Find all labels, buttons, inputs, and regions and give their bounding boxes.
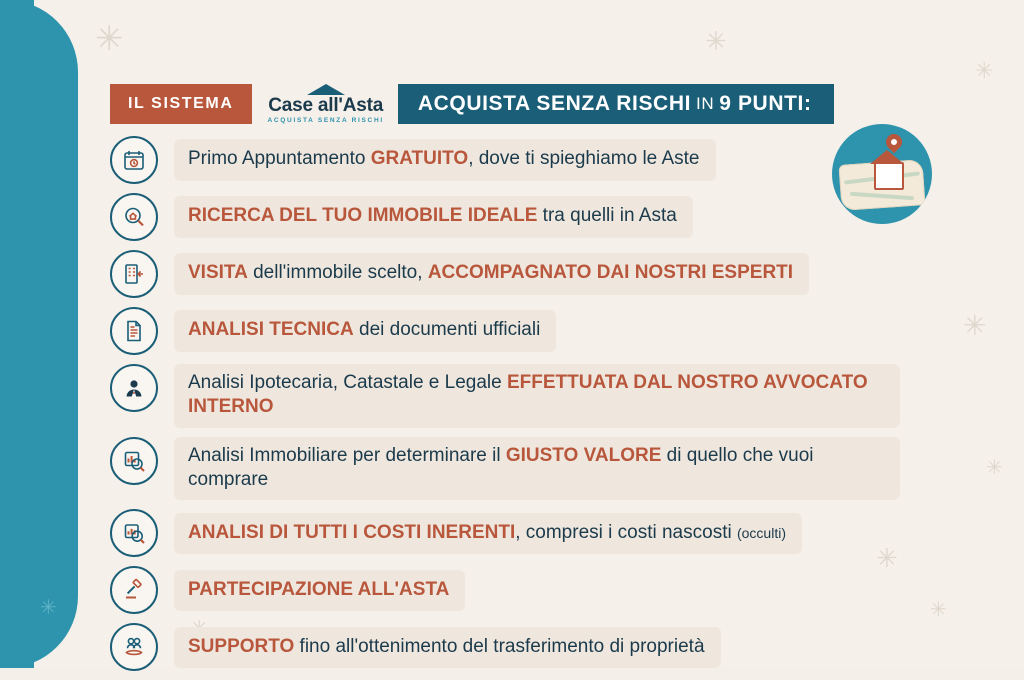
- list-item[interactable]: [110, 437, 900, 501]
- header-title-count: 9 PUNTI:: [719, 92, 812, 115]
- text-highlight: GRATUITO: [370, 148, 469, 170]
- sparkle-icon: ✳: [876, 543, 898, 573]
- magnifier-house-icon: [110, 193, 158, 241]
- text-segment: Primo Appuntamento: [188, 148, 371, 170]
- chart-magnifier-icon: [110, 437, 158, 485]
- sparkle-icon: ✳: [40, 597, 57, 619]
- list-item[interactable]: [110, 364, 900, 428]
- list-item[interactable]: [110, 136, 900, 184]
- header-title: [398, 84, 834, 124]
- list-item-text: [174, 253, 809, 294]
- list-item[interactable]: [110, 623, 900, 671]
- sparkle-icon: ✳: [95, 20, 124, 58]
- points-list: [110, 136, 900, 680]
- text-segment: tra quelli in Asta: [537, 205, 677, 227]
- support-hands-icon: [110, 623, 158, 671]
- gavel-auction-icon: [110, 566, 158, 614]
- list-item[interactable]: [110, 307, 900, 355]
- text-highlight: PARTECIPAZIONE ALL'ASTA: [188, 578, 450, 600]
- brand-tagline: ACQUISTA SENZA RISCHI: [267, 117, 384, 124]
- list-item-text: [174, 437, 900, 501]
- text-highlight: RICERCA DEL TUO IMMOBILE IDEALE: [188, 205, 538, 227]
- text-highlight: GIUSTO VALORE: [505, 444, 662, 466]
- roof-icon: [307, 84, 345, 95]
- list-item-text: [174, 627, 721, 668]
- list-item[interactable]: [110, 193, 900, 241]
- list-item-text: [174, 513, 802, 554]
- lawyer-person-icon: [110, 364, 158, 412]
- header-title-connector: IN: [696, 94, 715, 113]
- text-segment: fino all'ottenimento del trasferimento di proprietà: [294, 635, 705, 657]
- list-item[interactable]: [110, 509, 900, 557]
- text-segment: Analisi Immobiliare per determinare il: [188, 444, 506, 466]
- list-item-text: [174, 570, 465, 611]
- brand-logo: [252, 84, 398, 124]
- text-segment: dell'immobile scelto,: [247, 262, 428, 284]
- text-segment: , dove ti spieghiamo le Aste: [468, 148, 700, 170]
- text-segment: di quello che vuoi comprare: [188, 444, 814, 490]
- building-visit-icon: [110, 250, 158, 298]
- text-small: (occulti): [736, 524, 786, 541]
- list-item-text: [174, 364, 900, 428]
- text-segment: dei documenti ufficiali: [353, 319, 541, 341]
- text-segment: , compresi i costi nascosti: [515, 521, 737, 543]
- text-highlight: SUPPORTO: [188, 635, 295, 657]
- sparkle-icon: ✳: [930, 599, 947, 621]
- list-item-text: [174, 139, 716, 180]
- costs-chart-magnifier-icon: [110, 509, 158, 557]
- list-item[interactable]: [110, 566, 900, 614]
- text-segment: Analisi Ipotecaria, Catastale e Legale: [188, 372, 507, 393]
- text-highlight: VISITA: [188, 262, 248, 284]
- text-highlight: ACCOMPAGNATO DAI NOSTRI ESPERTI: [427, 262, 794, 284]
- sparkle-icon: ✳: [705, 26, 727, 56]
- sparkle-icon: ✳: [975, 58, 994, 83]
- text-highlight: EFFETTUATA DAL NOSTRO AVVOCATO INTERNO: [188, 372, 868, 418]
- sparkle-icon: ✳: [986, 457, 1003, 479]
- document-checklist-icon: [110, 307, 158, 355]
- list-item-text: [174, 196, 693, 237]
- header-title-main: ACQUISTA SENZA RISCHI: [417, 92, 692, 115]
- list-item-text: [174, 310, 556, 351]
- list-item[interactable]: [110, 250, 900, 298]
- calendar-clock-icon: [110, 136, 158, 184]
- brand-name: Case all'Asta: [268, 95, 384, 116]
- text-highlight: ANALISI DI TUTTI I COSTI INERENTI: [188, 521, 516, 543]
- sparkle-icon: ✳: [963, 310, 987, 341]
- header-bar: [110, 84, 834, 124]
- header-sistema-label: IL SISTEMA: [110, 84, 252, 124]
- text-highlight: ANALISI TECNICA: [188, 319, 354, 341]
